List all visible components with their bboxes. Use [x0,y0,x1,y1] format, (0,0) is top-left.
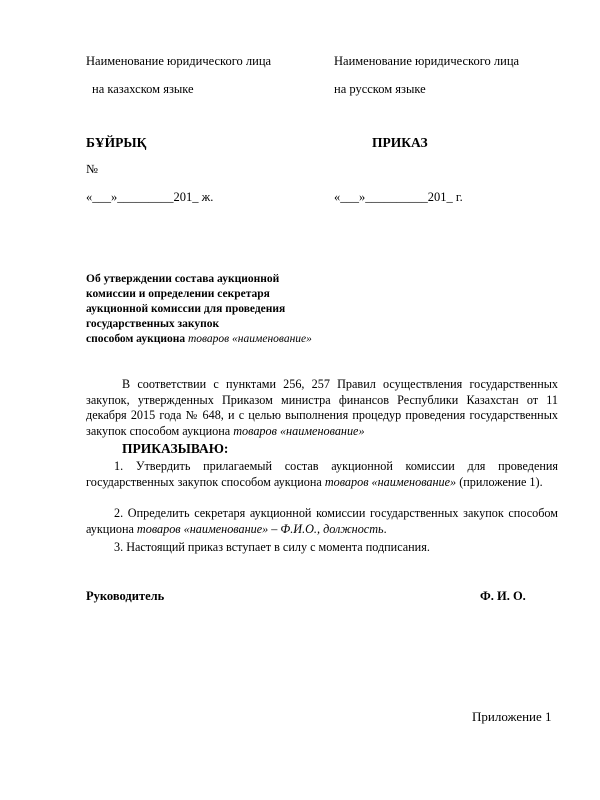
item-number: 2. [114,506,124,520]
title-ru: ПРИКАЗ [372,135,428,150]
order-number-label: № [86,162,98,176]
subject-line: Об утверждении состава аукционной [86,273,280,285]
order-item [86,459,558,490]
header-left-line1: Наименование юридического лица [86,54,272,68]
item-text: Утвердить прилагаемый состав аукционной комиссии для проведения государственных закупок способом аукциона [86,459,559,489]
preamble-text: В соответствии с пунктами 256, 257 Правил осуществления государственных закупок, утвержденных Приказом министра финансов Республики Казахстан от 11 декабря 2015 года № 648, и с целью выполнения процедур проведения государственных закупок способом аукциона [86,377,558,438]
subject-line5-italic: товаров «наименование» [187,333,312,345]
date-ru: «___»__________201_ г. [334,190,463,204]
signature-role: Руководитель [86,589,165,603]
subject-line: комиссии и определении секретаря [86,288,270,300]
title-kz: БҰЙРЫҚ [86,135,147,150]
preamble-paragraph [86,377,558,439]
signature-name: Ф. И. О. [480,589,526,603]
item-text-tail: . [383,521,387,536]
header-left-line2: на казахском языке [92,82,194,96]
item-number: 1. [114,459,124,473]
subject-line [86,332,366,347]
item-text-tail: (приложение 1). [459,474,543,489]
subject-line5-text: способом аукциона [86,333,186,345]
date-kz: «___»_________201_ ж. [86,190,214,204]
order-item [86,540,558,556]
item-number: 3. [114,540,124,554]
order-item [86,506,558,537]
item-text: Настоящий приказ вступает в силу с момента подписания. [126,540,430,554]
appendix-label: Приложение 1 [472,709,552,724]
header-right-line1: Наименование юридического лица [334,54,520,68]
order-subject [86,272,366,347]
header-right-line2: на русском языке [334,82,426,96]
order-word: ПРИКАЗЫВАЮ: [122,441,229,456]
preamble-italic: товаров «наименование» [233,423,365,438]
item-italic: товаров «наименование» [324,474,457,489]
item-text: Определить секретаря аукционной комиссии государственных закупок способом аукциона [86,506,559,536]
subject-line: аукционной комиссии для проведения [86,303,286,315]
subject-line: государственных закупок [86,318,220,330]
item-italic: товаров «наименование» – Ф.И.О., должность [136,521,384,536]
